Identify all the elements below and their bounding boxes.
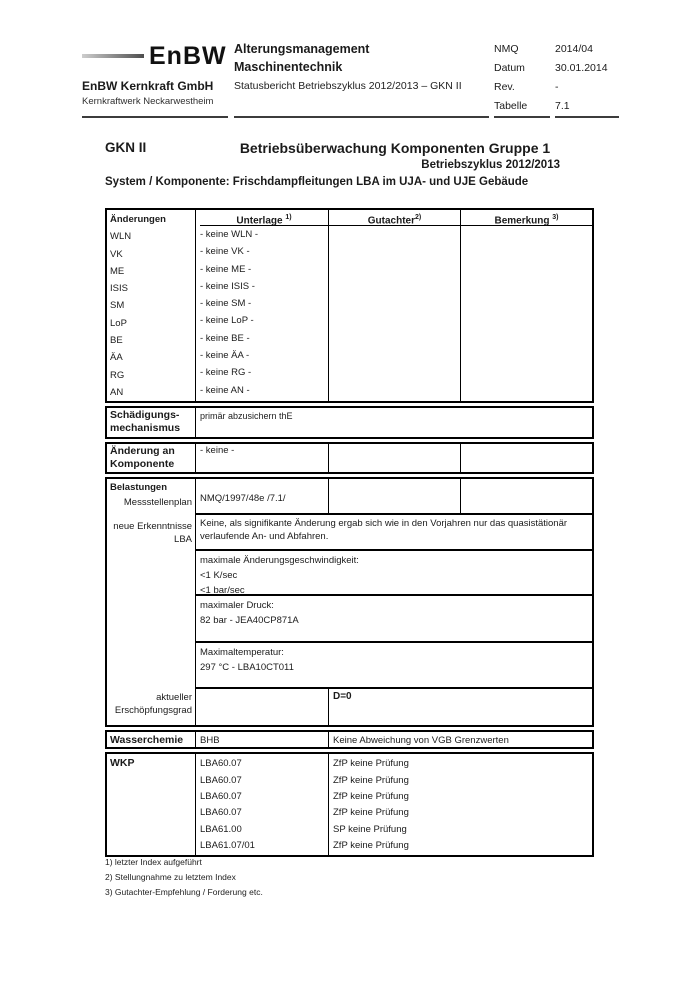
section-label-wkp: WKP	[110, 757, 135, 770]
geschwindigkeit-value-2: <1 bar/sec	[200, 585, 245, 597]
belastungen-label-column	[107, 479, 196, 725]
maximaltemperatur-cell	[196, 643, 592, 689]
meta-label: NMQ	[494, 43, 519, 55]
change-code: ME	[110, 265, 125, 277]
change-code: ÄA	[110, 352, 123, 364]
report-subtitle: Statusbericht Betriebszyklus 2012/2013 – GKN II	[234, 80, 462, 92]
unterlage-entry: - keine VK -	[200, 246, 250, 258]
wkp-bemerkung-entry: ZfP keine Prüfung	[333, 791, 409, 803]
neue-erkenntnisse-label: neue Erkenntnisse	[113, 521, 192, 533]
messstellenplan-gutachter-cell	[329, 479, 461, 513]
meta-value: -	[555, 81, 559, 93]
aenderungen-block	[105, 208, 594, 403]
change-code: BE	[110, 335, 123, 347]
erschoepfungsgrad-value: D=0	[333, 691, 352, 703]
meta-label: Tabelle	[494, 100, 528, 112]
letterhead	[82, 38, 619, 118]
druck-value: 82 bar - JEA40CP871A	[200, 615, 299, 627]
wasserchemie-bemerkung: Keine Abweichung von VGB Grenzwerten	[333, 735, 509, 747]
schaedigungsmechanismus-label: Schädigungs- mechanismus	[107, 408, 196, 437]
meta-labels-column	[494, 38, 550, 118]
unterlage-entry: - keine BE -	[200, 332, 250, 344]
unterlage-entry: - keine ISIS -	[200, 280, 255, 292]
wkp-label-column	[107, 754, 196, 854]
site-name: Kernkraftwerk Neckarwestheim	[82, 96, 214, 107]
status-table	[105, 208, 594, 860]
aenderung-komponente-label: Änderung an Komponente	[107, 444, 196, 472]
wkp-bemerkung-entry: ZfP keine Prüfung	[333, 758, 409, 770]
unterlage-entry: - keine ME -	[200, 263, 252, 275]
footnotes	[105, 855, 263, 900]
messstellenplan-bemerkung-cell	[461, 479, 592, 513]
section-label-wasserchemie: Wasserchemie	[107, 732, 196, 747]
title-block	[105, 140, 560, 188]
letterhead-logo-column	[82, 38, 228, 118]
schaedigungsmechanismus-block	[105, 406, 594, 439]
neue-erkenntnisse-value: Keine, als signifikante Änderung ergab sich wie in den Vorjahren nur das quasistätionär verlaufende An- und Abfahren.	[196, 515, 592, 551]
system-component-line: System / Komponente: Frischdampfleitungen LBA im UJA- und UJE Gebäude	[105, 176, 529, 188]
meta-value: 7.1	[555, 100, 570, 112]
druck-title: maximaler Druck:	[200, 600, 274, 612]
wkp-bemerkung-entry: ZfP keine Prüfung	[333, 774, 409, 786]
belastungen-content	[196, 479, 592, 725]
unterlage-entry: - keine AN -	[200, 384, 250, 396]
messstellenplan-value: NMQ/1997/48e /7.1/	[196, 479, 329, 513]
change-code: AN	[110, 386, 124, 398]
temperatur-value: 297 °C - LBA10CT011	[200, 662, 294, 674]
footnote-2: 2) Stellungnahme zu letztem Index	[105, 872, 236, 882]
gutachter-column	[329, 210, 461, 401]
section-label-belastungen: Belastungen	[110, 482, 168, 494]
change-code: WLN	[110, 231, 132, 243]
wkp-block	[105, 752, 594, 856]
cycle-subtitle: Betriebszyklus 2012/2013	[421, 159, 560, 171]
company-name: EnBW Kernkraft GmbH	[82, 79, 214, 93]
bemerkung-column	[461, 210, 592, 401]
unterlage-entry: - keine LoP -	[200, 315, 254, 327]
wkp-unterlage-entry: LBA60.07	[200, 807, 242, 819]
erschoepfungsgrad-empty-cell	[196, 689, 329, 725]
aenderung-komponente-value: - keine -	[196, 444, 329, 472]
aenderungen-label-column	[107, 210, 196, 401]
wkp-unterlage-entry: LBA60.07	[200, 758, 242, 770]
wasserchemie-unterlage: BHB	[196, 732, 329, 747]
wkp-unterlage-entry: LBA61.00	[200, 823, 242, 835]
meta-value: 30.01.2014	[555, 62, 608, 74]
wasserchemie-block	[105, 730, 594, 749]
aenderungsgeschwindigkeit-cell	[196, 551, 592, 596]
change-code: RG	[110, 369, 125, 381]
wkp-unterlage-entry: LBA60.07	[200, 774, 242, 786]
footnote-3: 3) Gutachter-Empfehlung / Forderung etc.	[105, 887, 263, 897]
meta-value: 2014/04	[555, 43, 593, 55]
page-title: Betriebsüberwachung Komponenten Gruppe 1	[239, 140, 551, 156]
wkp-unterlage-column	[196, 754, 329, 854]
letterhead-title-column	[234, 38, 489, 118]
belastungen-block	[105, 477, 594, 727]
plant-id: GKN II	[105, 140, 147, 155]
column-header-unterlage: Unterlage $^{1)}$	[200, 210, 328, 226]
wkp-bemerkung-entry: SP keine Prüfung	[333, 823, 407, 835]
meta-label: Rev.	[494, 81, 515, 93]
aenderung-komponente-bemerkung-cell	[461, 444, 592, 472]
unterlage-entry: - keine RG -	[200, 367, 252, 379]
enbw-logo	[82, 38, 228, 74]
erschoepfungsgrad-row	[196, 689, 592, 725]
wkp-bemerkung-entry: ZfP keine Prüfung	[333, 840, 409, 852]
department-line-1: Alterungsmanagement	[234, 42, 370, 56]
schaedigungsmechanismus-value: primär abzusichern thE	[200, 411, 293, 422]
meta-values-column	[555, 38, 619, 118]
wkp-bemerkung-column	[329, 754, 592, 854]
enbw-logo-dash-icon	[82, 54, 144, 58]
unterlage-entry: - keine ÄA -	[200, 350, 250, 362]
change-code: LoP	[110, 317, 127, 329]
department-line-2: Maschinentechnik	[234, 60, 343, 74]
change-code: SM	[110, 300, 125, 312]
geschwindigkeit-title: maximale Änderungsgeschwindigkeit:	[200, 555, 359, 567]
wkp-unterlage-entry: LBA61.07/01	[200, 840, 255, 852]
column-header-gutachter: Gutachter$^{2)}$	[329, 210, 460, 226]
unterlage-entry: - keine SM -	[200, 298, 252, 310]
unterlage-entry: - keine WLN -	[200, 229, 259, 240]
aenderung-komponente-block	[105, 442, 594, 474]
erschoepfungsgrad-label-1: aktueller	[156, 692, 192, 704]
maximaler-druck-cell	[196, 596, 592, 643]
change-code: ISIS	[110, 283, 128, 295]
enbw-wordmark: EnBW	[149, 42, 227, 70]
wkp-unterlage-entry: LBA60.07	[200, 791, 242, 803]
footnote-1: 1) letzter Index aufgeführt	[105, 857, 202, 867]
erschoepfungsgrad-label-2: Erschöpfungsgrad	[114, 705, 192, 717]
meta-label: Datum	[494, 62, 525, 74]
change-code: VK	[110, 248, 123, 260]
neue-erkenntnisse-label-lba: LBA	[174, 534, 192, 546]
geschwindigkeit-value-1: <1 K/sec	[200, 570, 238, 582]
wkp-bemerkung-entry: ZfP keine Prüfung	[333, 807, 409, 819]
aenderung-komponente-gutachter-cell	[329, 444, 461, 472]
section-label-aenderungen: Änderungen	[110, 214, 166, 225]
temperatur-title: Maximaltemperatur:	[200, 647, 284, 659]
column-header-bemerkung: Bemerkung $^{3)}$	[461, 210, 592, 226]
messstellenplan-row	[196, 479, 592, 515]
messstellenplan-label: Messstellenplan	[123, 497, 192, 509]
unterlage-column	[196, 210, 329, 401]
